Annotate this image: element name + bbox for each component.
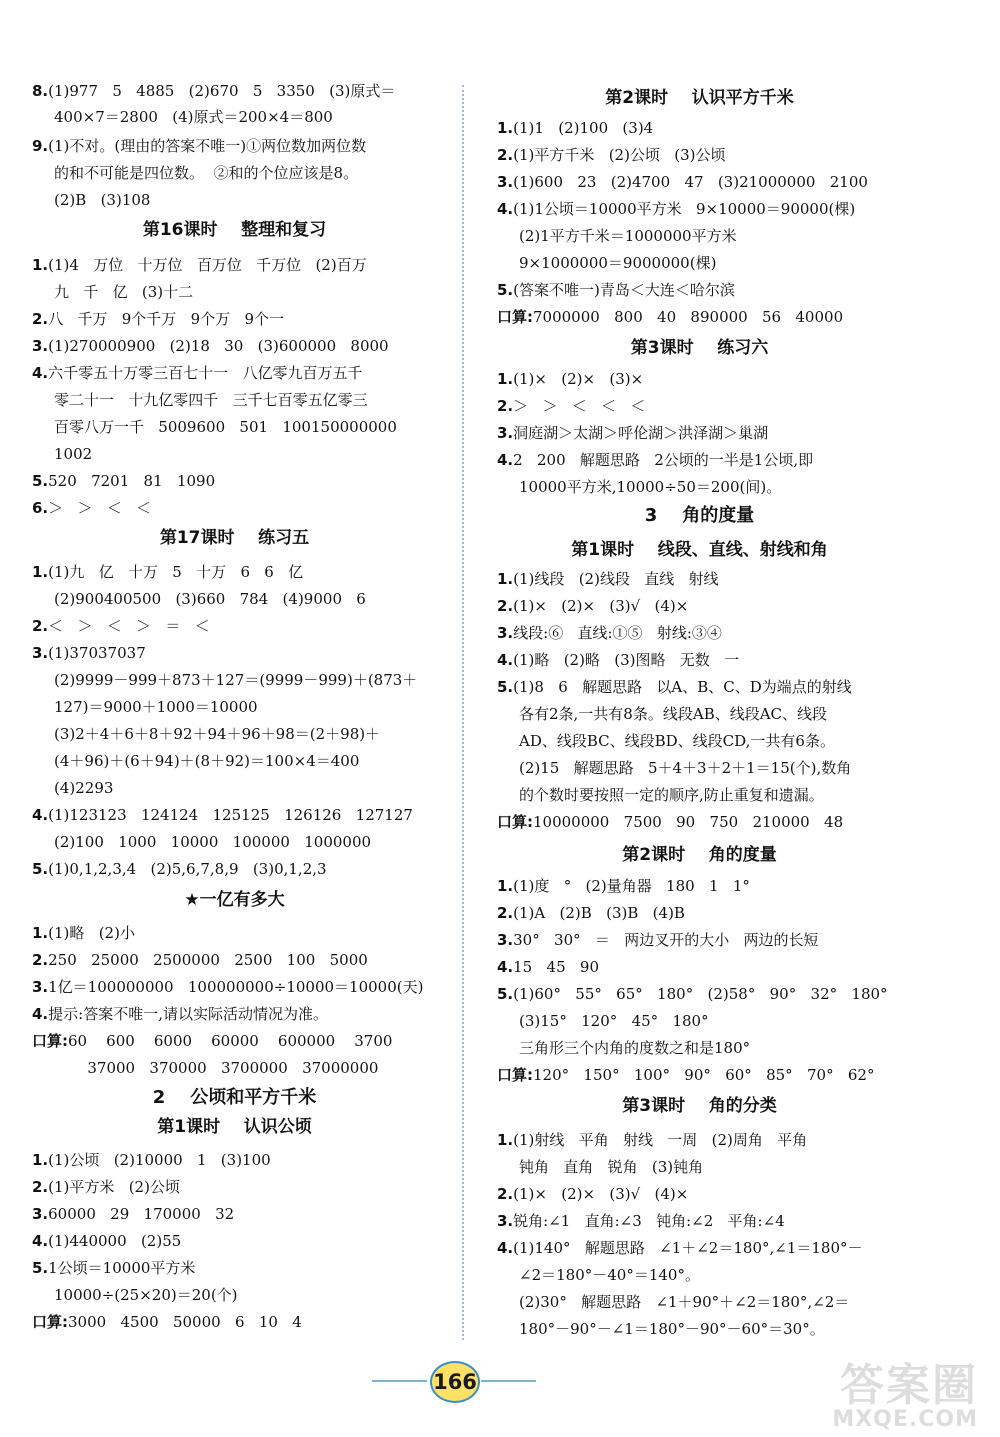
answer-text: (1)平方米 (2)公顷 [48, 1178, 180, 1196]
answer-line [32, 860, 327, 878]
answer-text: 37000 370000 3700000 37000000 [54, 1059, 379, 1077]
answer-line [54, 725, 380, 743]
answer-text: (1)1 (2)100 (3)4 [513, 119, 654, 137]
lesson-title: ★一亿有多大 [184, 890, 285, 910]
answer-text: (1)平方千米 (2)公顷 (3)公顷 [513, 146, 726, 164]
question-number: 1. [497, 119, 514, 137]
answer-text: 250 25000 2500000 2500 100 5000 [48, 951, 368, 969]
answer-line [519, 1012, 709, 1030]
question-number: 4. [497, 651, 514, 669]
answer-line [519, 786, 824, 804]
answer-text: 3000 4500 50000 6 10 4 [68, 1313, 302, 1331]
answer-text: (2)900400500 (3)660 784 (4)9000 6 [54, 590, 366, 608]
answer-line [519, 1039, 750, 1057]
answer-line [519, 759, 851, 777]
answer-line [497, 146, 726, 164]
answer-line [497, 1185, 688, 1203]
unit-title: 3 角的度量 [644, 505, 755, 526]
answer-text: (2)15 解题思路 5＋4＋3＋2＋1＝15(个),数角 [519, 759, 852, 777]
answer-text: (1)123123 124124 125125 126126 127127 [48, 806, 413, 824]
question-number: 口算: [32, 1313, 68, 1331]
answer-line [32, 82, 395, 100]
answer-line [32, 806, 413, 824]
answer-line [32, 1178, 180, 1196]
answer-text: 1公顷＝10000平方米 [48, 1259, 196, 1277]
question-number: 4. [497, 451, 514, 469]
answer-text: 钝角 直角 锐角 (3)钝角 [519, 1158, 704, 1176]
answer-line [32, 1005, 328, 1023]
question-number: 口算: [497, 813, 533, 831]
question-number: 3. [497, 173, 514, 191]
answer-text: (1)略 (2)小 [48, 924, 135, 942]
answer-line [32, 978, 423, 996]
answer-text: (1)× (2)× (3)× [513, 370, 644, 388]
answer-text: (1)4 万位 十万位 百万位 千万位 (2)百万 [48, 256, 367, 274]
answer-text: (2)30° 解题思路 ∠1＋90°＋∠2＝180°,∠2＝ [519, 1293, 850, 1311]
answer-line [32, 563, 303, 581]
answer-text: (1)1公顷＝10000平方米 9×10000＝90000(棵) [513, 200, 856, 218]
answer-line [497, 877, 750, 895]
unit-title: 2 公顷和平方千米 [152, 1087, 317, 1108]
answer-text: 180°－90°－∠1＝180°－90°－60°＝30°。 [519, 1320, 825, 1338]
answer-line [32, 499, 151, 517]
answer-text: 60000 29 170000 32 [48, 1205, 235, 1223]
answer-text: 的个数时要按照一定的顺序,防止重复和遗漏。 [519, 786, 824, 804]
answer-line [497, 678, 852, 696]
question-number: 4. [32, 1005, 49, 1023]
answer-line [54, 283, 193, 301]
question-number: 口算: [497, 1066, 533, 1084]
answer-line [497, 597, 688, 615]
question-number: 1. [32, 1151, 49, 1169]
answer-text: (答案不唯一)青岛＜大连＜哈尔滨 [513, 281, 735, 299]
question-number: 2. [32, 310, 49, 328]
answer-line [519, 1266, 700, 1284]
question-number: 1. [497, 1131, 514, 1149]
answer-text: (1)140° 解题思路 ∠1＋∠2＝180°,∠1＝180°－ [513, 1239, 863, 1257]
answer-line [32, 137, 366, 155]
answer-line [519, 705, 827, 723]
question-number: 4. [497, 958, 514, 976]
lesson-title: 第3课时 角的分类 [622, 1096, 777, 1116]
question-number: 3. [32, 337, 49, 355]
answer-line [32, 644, 146, 662]
answer-line [54, 779, 113, 797]
answer-text: (1)8 6 解题思路 以A、B、C、D为端点的射线 [513, 678, 852, 696]
answer-text: (1)度 ° (2)量角器 180 1 1° [513, 877, 750, 895]
answer-text: (2)B (3)108 [54, 191, 151, 209]
answer-line [32, 472, 215, 490]
answer-text: 百零八万一千 5009600 501 100150000000 [54, 418, 397, 436]
answer-line [497, 370, 643, 388]
answer-text: 六千零五十万零三百七十一 八亿零九百万五千 [48, 364, 363, 382]
question-number: 4. [32, 806, 49, 824]
answer-line [497, 200, 855, 218]
answer-line [497, 813, 843, 831]
answer-text: 520 7201 81 1090 [48, 472, 216, 490]
answer-line [54, 752, 359, 770]
answer-line [54, 833, 371, 851]
answer-line [497, 1066, 874, 1084]
lesson-title: 第2课时 认识平方千米 [605, 88, 794, 108]
answer-text: 九 千 亿 (3)十二 [54, 283, 194, 301]
question-number: 2. [497, 1185, 514, 1203]
question-number: 5. [497, 985, 514, 1003]
page-number: 166 [430, 1361, 480, 1403]
question-number: 口算: [32, 1032, 68, 1050]
answer-text: 10000平方米,10000÷50＝200(间)。 [519, 478, 782, 496]
watermark-logo [798, 1362, 988, 1432]
question-number: 1. [497, 370, 514, 388]
answer-line [54, 445, 92, 463]
answer-text: 30° 30° ＝ 两边叉开的大小 两边的长短 [513, 931, 819, 949]
answer-text: 八 千万 9个千万 9个万 9个一 [48, 310, 284, 328]
answer-text: (1)射线 平角 射线 一周 (2)周角 平角 [513, 1131, 808, 1149]
answer-line [32, 1313, 302, 1331]
answer-text: (1)0,1,2,3,4 (2)5,6,7,8,9 (3)0,1,2,3 [48, 860, 327, 878]
answer-text: (2)100 1000 10000 100000 1000000 [54, 833, 372, 851]
answer-text: (4)2293 [54, 779, 114, 797]
answer-text: ＜ ＞ ＜ ＞ ＝ ＜ [48, 617, 210, 635]
answer-text: 零二十一 十九亿零四千 三千七百零五亿零三 [54, 391, 368, 409]
answer-line [54, 671, 417, 689]
answer-line [54, 418, 397, 436]
question-number: 3. [32, 644, 49, 662]
lesson-title: 第2课时 角的度量 [622, 845, 777, 865]
answer-text: 2 200 解题思路 2公顷的一半是1公顷,即 [513, 451, 814, 469]
question-number: 2. [497, 904, 514, 922]
question-number: 4. [32, 364, 49, 382]
watermark-text: 答案圈 [840, 1360, 978, 1411]
question-number: 2. [32, 617, 49, 635]
lesson-title: 第1课时 线段、直线、射线和角 [571, 540, 828, 560]
answer-line [54, 164, 358, 182]
answer-text: (1)不对。(理由的答案不唯一)①两位数加两位数 [48, 137, 367, 155]
lesson-title: 第3课时 练习六 [630, 338, 769, 358]
answer-line [54, 191, 150, 209]
answer-text: (3)2＋4＋6＋8＋92＋94＋96＋98＝(2＋98)＋ [54, 725, 381, 743]
answer-line [497, 451, 813, 469]
question-number: 2. [497, 597, 514, 615]
answer-line [497, 624, 722, 642]
answer-text: 三角形三个内角的度数之和是180° [519, 1039, 751, 1057]
question-number: 1. [497, 570, 514, 588]
answer-text: 10000000 7500 90 750 210000 48 [533, 813, 844, 831]
question-number: 3. [32, 1205, 49, 1223]
answer-line [32, 256, 367, 274]
answer-text: 60 600 6000 60000 600000 3700 [68, 1032, 393, 1050]
question-number: 5. [32, 860, 49, 878]
question-number: 3. [497, 424, 514, 442]
answer-line [497, 281, 735, 299]
answer-text: (1)440000 (2)55 [48, 1232, 182, 1250]
answer-line [497, 173, 868, 191]
question-number: 1. [497, 877, 514, 895]
question-number: 口算: [497, 308, 533, 326]
answer-text: (1)× (2)× (3)√ (4)× [513, 597, 689, 615]
answer-text: 的和不可能是四位数。 ②和的个位应该是8。 [54, 164, 359, 182]
answer-line [497, 904, 685, 922]
question-number: 2. [32, 1178, 49, 1196]
lesson-title: 第1课时 认识公顷 [157, 1117, 312, 1137]
answer-text: (1)线段 (2)线段 直线 射线 [513, 570, 719, 588]
answer-text: 127)＝9000＋1000＝10000 [54, 698, 258, 716]
question-number: 8. [32, 82, 49, 100]
answer-line [497, 397, 645, 415]
answer-line [497, 1239, 863, 1257]
answer-line [54, 108, 333, 126]
question-number: 4. [32, 1232, 49, 1250]
answer-text: ＞ ＞ ＜ ＜ [48, 499, 152, 517]
answer-line [519, 254, 716, 272]
answer-line [519, 1320, 825, 1338]
answer-line [519, 227, 737, 245]
answer-line [32, 364, 362, 382]
answer-text: (1)× (2)× (3)√ (4)× [513, 1185, 689, 1203]
answer-text: AD、线段BC、线段BD、线段CD,一共有6条。 [519, 732, 835, 750]
question-number: 6. [32, 499, 49, 517]
answer-line [54, 1286, 238, 1304]
question-number: 5. [32, 1259, 49, 1277]
answer-text: (1)略 (2)略 (3)图略 无数 一 [513, 651, 740, 669]
answer-line [497, 1212, 785, 1230]
question-number: 3. [497, 1212, 514, 1230]
answer-text: (3)15° 120° 45° 180° [519, 1012, 709, 1030]
question-number: 5. [497, 678, 514, 696]
answer-text: (4＋96)＋(6＋94)＋(8＋92)＝100×4＝400 [54, 752, 360, 770]
answer-text: 提示:答案不唯一,请以实际活动情况为准。 [48, 1005, 328, 1023]
answer-text: 锐角:∠1 直角:∠3 钝角:∠2 平角:∠4 [513, 1212, 785, 1230]
answer-text: (1)270000900 (2)18 30 (3)600000 8000 [48, 337, 389, 355]
lesson-title: 第16课时 整理和复习 [142, 220, 327, 240]
answer-text: 各有2条,一共有8条。线段AB、线段AC、线段 [519, 705, 828, 723]
answer-text: 120° 150° 100° 90° 60° 85° 70° 62° [533, 1066, 875, 1084]
question-number: 3. [32, 978, 49, 996]
question-number: 1. [32, 563, 49, 581]
answer-line [519, 732, 835, 750]
answer-line [54, 698, 258, 716]
answer-text: (1)600 23 (2)4700 47 (3)21000000 2100 [513, 173, 868, 191]
answer-line [519, 1158, 703, 1176]
answer-line [32, 1151, 271, 1169]
answer-line [32, 924, 135, 942]
question-number: 3. [497, 931, 514, 949]
answer-line [497, 651, 739, 669]
answer-text: (2)1平方千米＝1000000平方米 [519, 227, 737, 245]
question-number: 4. [497, 1239, 514, 1257]
answer-line [497, 119, 653, 137]
question-number: 1. [32, 924, 49, 942]
answer-text: (1)公顷 (2)10000 1 (3)100 [48, 1151, 271, 1169]
answer-text: 1亿＝100000000 100000000÷10000＝10000(天) [48, 978, 424, 996]
answer-text: ∠2＝180°－40°＝140°。 [519, 1266, 700, 1284]
answer-line [497, 424, 768, 442]
answer-text: 400×7＝2800 (4)原式＝200×4＝800 [54, 108, 333, 126]
answer-text: 线段:⑥ 直线:①⑤ 射线:③④ [513, 624, 722, 642]
answer-text: (2)9999－999＋873＋127＝(9999－999)＋(873＋ [54, 671, 418, 689]
answer-line [497, 570, 719, 588]
answer-line [32, 1032, 392, 1050]
answer-text: 10000÷(25×20)＝20(个) [54, 1286, 238, 1304]
answer-line [497, 308, 843, 326]
answer-text: (1)977 5 4885 (2)670 5 3350 (3)原式＝ [48, 82, 396, 100]
question-number: 1. [32, 256, 49, 274]
answer-text: (1)60° 55° 65° 180° (2)58° 90° 32° 180° [513, 985, 888, 1003]
answer-text: ＞ ＞ ＜ ＜ ＜ [513, 397, 646, 415]
answer-text: 15 45 90 [513, 958, 600, 976]
question-number: 3. [497, 624, 514, 642]
question-number: 4. [497, 200, 514, 218]
answer-line [32, 951, 368, 969]
answer-line [32, 337, 389, 355]
question-number: 5. [497, 281, 514, 299]
answer-line [54, 391, 368, 409]
answer-text: (1)九 亿 十万 5 十万 6 6 亿 [48, 563, 304, 581]
question-number: 2. [32, 951, 49, 969]
answer-line [519, 1293, 849, 1311]
answer-line [32, 1232, 181, 1250]
question-number: 2. [497, 397, 514, 415]
answer-line [32, 1205, 234, 1223]
answer-text: 7000000 800 40 890000 56 40000 [533, 308, 844, 326]
watermark-domain: MXQE.COM [832, 1407, 978, 1432]
answer-line [497, 1131, 807, 1149]
question-number: 2. [497, 146, 514, 164]
answer-line [54, 1059, 378, 1077]
answer-line [497, 985, 888, 1003]
answer-line [497, 931, 819, 949]
answer-line [497, 958, 599, 976]
answer-text: (1)A (2)B (3)B (4)B [513, 904, 685, 922]
answer-text: 9×1000000＝9000000(棵) [519, 254, 717, 272]
footer-rule-right [481, 1380, 536, 1382]
footer-rule-left [372, 1380, 427, 1382]
question-number: 9. [32, 137, 49, 155]
lesson-title: 第17课时 练习五 [159, 528, 310, 548]
answer-text: 1002 [54, 445, 93, 463]
question-number: 5. [32, 472, 49, 490]
column-divider [462, 85, 464, 1340]
answer-line [519, 478, 781, 496]
answer-line [32, 1259, 195, 1277]
answer-line [32, 617, 210, 635]
answer-text: 洞庭湖＞太湖＞呼伦湖＞洪泽湖＞巢湖 [513, 424, 769, 442]
answer-text: (1)37037037 [48, 644, 146, 662]
answer-line [32, 310, 284, 328]
answer-line [54, 590, 366, 608]
